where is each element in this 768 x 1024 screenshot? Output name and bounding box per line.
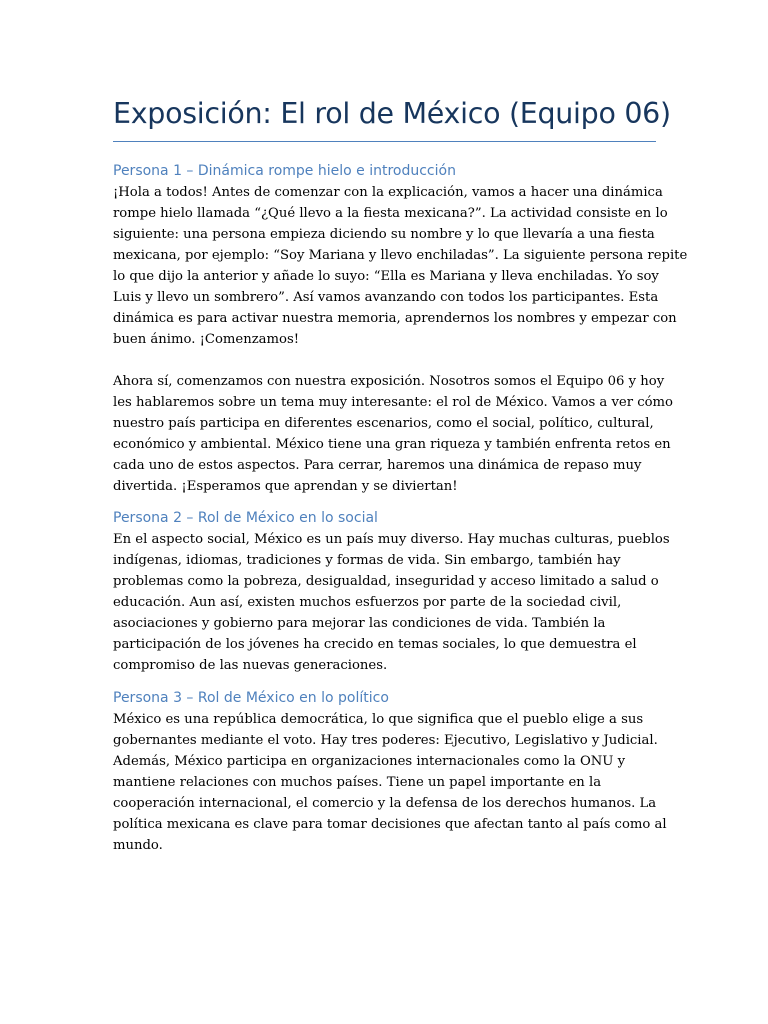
- text-line: asociaciones y gobierno para mejorar las condiciones de vida. También la: [113, 616, 606, 631]
- text-line: nuestro país participa en diferentes escenarios, como el social, político, cultural,: [113, 416, 654, 431]
- text-line: México es una república democrática, lo que significa que el pueblo elige a sus: [113, 712, 644, 727]
- text-line: Luis y llevo un sombrero”. Así vamos avanzando con todos los participantes. Esta: [113, 290, 659, 305]
- text-line: siguiente: una persona empieza diciendo su nombre y lo que llevaría a una fiesta: [113, 227, 655, 242]
- text-line: educación. Aun así, existen muchos esfuerzos por parte de la sociedad civil,: [113, 595, 622, 610]
- text-line: problemas como la pobreza, desigualdad, inseguridad y acceso limitado a salud o: [113, 574, 659, 589]
- text-line: cada uno de estos aspectos. Para cerrar, haremos una dinámica de repaso muy: [113, 458, 642, 473]
- paragraph-persona-1-exposition: [113, 371, 673, 497]
- section-heading-persona-1: Persona 1 – Dinámica rompe hielo e introducción: [113, 163, 456, 179]
- text-line: gobernantes mediante el voto. Hay tres poderes: Ejecutivo, Legislativo y Judicial.: [113, 733, 658, 748]
- text-line: les hablaremos sobre un tema muy interesante: el rol de México. Vamos a ver cómo: [113, 395, 673, 410]
- text-line: económico y ambiental. México tiene una gran riqueza y también enfrenta retos en: [113, 437, 671, 452]
- text-line: mundo.: [113, 838, 163, 853]
- text-line: participación de los jóvenes ha crecido en temas sociales, lo que demuestra el: [113, 637, 637, 652]
- text-line: compromiso de las nuevas generaciones.: [113, 658, 388, 673]
- paragraph-persona-1-intro: [113, 182, 688, 350]
- text-line: divertida. ¡Esperamos que aprendan y se diviertan!: [113, 479, 458, 494]
- text-line: ¡Hola a todos! Antes de comenzar con la explicación, vamos a hacer una dinámica: [113, 185, 663, 200]
- text-line: cooperación internacional, el comercio y la defensa de los derechos humanos. La: [113, 796, 657, 811]
- text-line: dinámica es para activar nuestra memoria, aprendernos los nombres y empezar con: [113, 311, 677, 326]
- text-line: En el aspecto social, México es un país muy diverso. Hay muchas culturas, pueblos: [113, 532, 670, 547]
- text-line: lo que dijo la anterior y añade lo suyo: “Ella es Mariana y lleva enchiladas. Yo soy: [113, 269, 659, 284]
- text-line: Ahora sí, comenzamos con nuestra exposición. Nosotros somos el Equipo 06 y hoy: [113, 374, 665, 389]
- text-line: buen ánimo. ¡Comenzamos!: [113, 332, 300, 347]
- document-title: Exposición: El rol de México (Equipo 06): [113, 94, 656, 142]
- paragraph-persona-2-social: [113, 529, 670, 676]
- text-line: Además, México participa en organizaciones internacionales como la ONU y: [113, 754, 626, 769]
- document-page: [113, 94, 688, 856]
- text-line: mexicana, por ejemplo: “Soy Mariana y llevo enchiladas”. La siguiente persona repite: [113, 248, 688, 263]
- text-line: rompe hielo llamada “¿Qué llevo a la fiesta mexicana?”. La actividad consiste en lo: [113, 206, 668, 221]
- section-heading-persona-3: Persona 3 – Rol de México en lo político: [113, 690, 389, 706]
- text-line: indígenas, idiomas, tradiciones y formas de vida. Sin embargo, también hay: [113, 553, 621, 568]
- paragraph-persona-3-political: [113, 709, 667, 856]
- section-heading-persona-2: Persona 2 – Rol de México en lo social: [113, 510, 378, 526]
- text-line: mantiene relaciones con muchos países. Tiene un papel importante en la: [113, 775, 602, 790]
- text-line: política mexicana es clave para tomar decisiones que afectan tanto al país como al: [113, 817, 667, 832]
